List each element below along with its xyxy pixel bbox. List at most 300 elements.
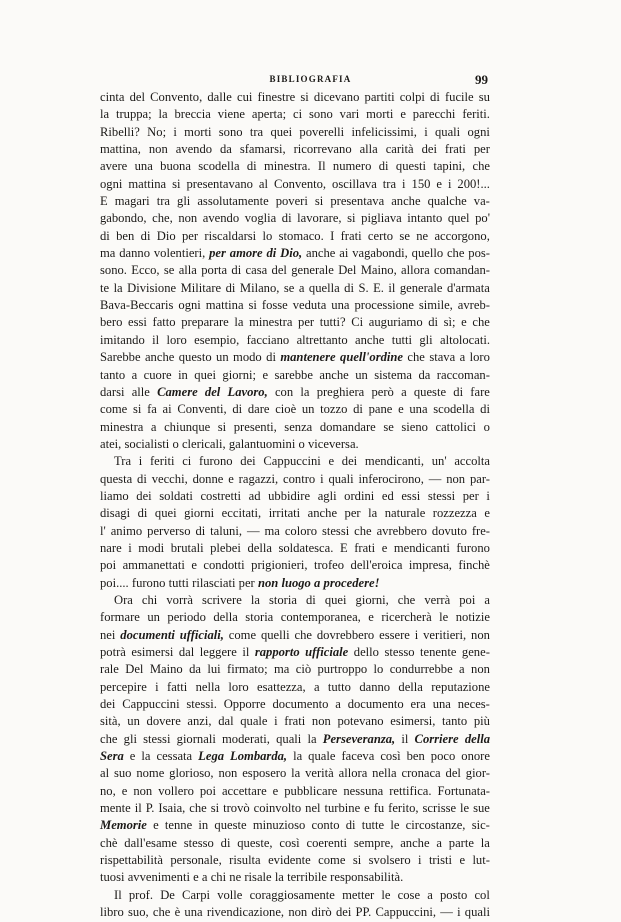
word: gior-: [465, 766, 490, 781]
word: un': [431, 454, 447, 469]
word: come: [318, 853, 346, 868]
word: alla: [178, 263, 197, 278]
word: ogni: [178, 298, 201, 313]
word: a: [459, 350, 466, 365]
text-line: [100, 488, 490, 505]
word: da: [189, 662, 201, 677]
word: dirò: [311, 905, 332, 920]
word: e: [328, 454, 335, 469]
text-line: [100, 696, 490, 713]
text-line: [100, 193, 490, 210]
word: P.: [145, 801, 155, 816]
word: non: [178, 211, 198, 226]
word: rilasciati: [192, 575, 236, 590]
word: Dio: [156, 228, 176, 243]
word: la: [234, 315, 244, 330]
word: per: [209, 246, 226, 261]
word: simile,: [418, 298, 453, 313]
word: e: [153, 818, 159, 833]
word: le: [460, 801, 470, 816]
word: Del: [338, 263, 357, 278]
word: ufficiale: [305, 645, 349, 659]
word: clericali,: [181, 436, 226, 451]
word: allora: [401, 263, 430, 278]
word: darsi: [100, 384, 125, 399]
word: risulta: [229, 853, 261, 868]
word: come: [100, 402, 128, 417]
word: mendicanti,: [364, 454, 425, 469]
word: vecchi,: [151, 471, 188, 486]
word: a: [298, 280, 305, 295]
word: sistema: [374, 367, 413, 382]
word: finestre: [257, 90, 296, 104]
word: di: [100, 228, 110, 243]
word: accettare: [221, 783, 267, 798]
word: nome: [136, 766, 165, 781]
word: e: [368, 610, 374, 625]
word: alle: [131, 384, 150, 399]
word: dei: [421, 142, 437, 157]
word: purtroppo: [317, 662, 368, 677]
word: a: [427, 887, 433, 902]
word: queste: [214, 818, 247, 833]
word: gabondo,: [100, 211, 147, 226]
text-line: [100, 679, 490, 696]
word: gli: [123, 731, 137, 746]
word: e: [461, 315, 467, 330]
word: porta: [201, 263, 228, 278]
word: a: [131, 367, 138, 382]
text-line: [100, 401, 490, 418]
text-line: [100, 575, 490, 592]
word: essi: [128, 315, 147, 330]
word: presenti,: [233, 419, 277, 434]
word: del: [445, 766, 461, 781]
word: oscillava: [332, 176, 377, 191]
word: naturale: [384, 506, 426, 521]
word: e: [400, 107, 406, 122]
word: i: [138, 454, 143, 469]
word: 150: [411, 176, 431, 191]
text-line: [100, 332, 490, 349]
word: i: [486, 488, 490, 503]
word: i: [274, 714, 278, 729]
word: anche: [354, 332, 385, 347]
word: loro: [469, 350, 490, 365]
word: se: [163, 263, 175, 278]
word: tutti: [168, 575, 189, 590]
word: ogni: [467, 124, 490, 139]
word: costretti: [200, 488, 242, 503]
word: sì;: [443, 315, 456, 330]
text-line: [100, 835, 490, 852]
word: la: [291, 766, 301, 781]
word: verrà: [424, 592, 451, 607]
word: esimersi: [131, 645, 174, 659]
word: fucile: [444, 90, 474, 104]
word: nessuna: [343, 783, 384, 798]
word: neces-: [457, 697, 490, 712]
word: ma: [273, 662, 290, 677]
text-line: [100, 609, 490, 626]
word: a: [484, 592, 490, 607]
text-line: [100, 557, 490, 574]
word: plebei: [210, 540, 241, 555]
word: processione: [354, 298, 414, 313]
word: ciò: [295, 662, 312, 677]
word: le: [390, 818, 400, 833]
word: poverelli: [299, 124, 345, 139]
word: Militare: [180, 280, 222, 295]
word: non: [311, 714, 331, 729]
word: presentava: [330, 194, 385, 209]
word: tuosi: [100, 870, 125, 885]
word: tutti: [391, 332, 412, 347]
word: anche: [306, 246, 336, 261]
word: contemporanea,: [280, 610, 361, 625]
word: che: [100, 731, 118, 746]
text-line: [100, 367, 490, 384]
word: e: [262, 367, 269, 382]
word: non: [288, 905, 308, 920]
word: le: [381, 887, 391, 902]
word: quali: [435, 124, 461, 139]
word: volentieri,: [153, 246, 206, 261]
word: sono: [309, 107, 333, 122]
word: giorni,: [355, 592, 389, 607]
word: poi: [199, 783, 216, 798]
word: dovuto: [431, 523, 467, 538]
word: te: [100, 280, 110, 295]
word: Cappuccini,: [375, 905, 437, 920]
word: fare: [470, 384, 490, 399]
word: così: [380, 749, 401, 764]
word: vollero: [158, 783, 194, 798]
word: loro: [166, 332, 187, 347]
word: esimersi,: [390, 714, 436, 729]
word: poi: [100, 558, 117, 573]
word: mendicanti: [393, 540, 450, 555]
word: si: [300, 90, 309, 104]
word: leggere: [199, 645, 237, 659]
word: feriti.: [462, 107, 490, 122]
word: non: [218, 766, 238, 781]
text-line: [100, 800, 490, 817]
word: ferito,: [388, 801, 419, 816]
word: per: [462, 488, 479, 503]
word: una: [184, 905, 203, 920]
word: rozzezza: [432, 506, 477, 521]
word: ai: [162, 402, 172, 417]
word: quella: [308, 280, 340, 295]
word: aperta;: [251, 107, 287, 122]
word: tutto: [327, 679, 351, 694]
word: minestra.: [264, 159, 311, 174]
word: quali: [464, 905, 490, 920]
word: anche: [319, 367, 349, 382]
word: a: [314, 575, 321, 590]
word: stessi.: [186, 697, 217, 712]
word: tra: [382, 176, 397, 191]
word: e: [272, 783, 279, 798]
text-line: [100, 453, 490, 470]
word: a: [459, 662, 465, 677]
word: notizie: [455, 610, 490, 625]
word: e: [398, 402, 404, 417]
word: la: [300, 384, 310, 399]
word: circostanze,: [405, 818, 466, 833]
word: disagi: [100, 506, 131, 521]
word: altrettanto: [296, 332, 348, 347]
word: pigliava: [361, 211, 402, 226]
word: di: [344, 280, 354, 295]
text-line: [100, 89, 490, 106]
word: cinta: [100, 90, 125, 104]
word: quale: [240, 714, 268, 729]
word: la: [307, 731, 317, 746]
word: nei: [100, 627, 116, 642]
word: quello: [411, 246, 444, 261]
word: anzi,: [187, 714, 212, 729]
word: quali: [328, 471, 354, 486]
word: morti: [366, 107, 394, 122]
word: fatti: [167, 679, 188, 694]
word: dal: [218, 714, 234, 729]
word: si: [132, 402, 142, 417]
word: cuore: [143, 367, 172, 382]
word: Maino: [149, 662, 183, 677]
word: tanto: [442, 714, 468, 729]
word: tutte: [361, 818, 385, 833]
word: i: [155, 679, 159, 694]
word: prigionieri,: [251, 558, 308, 573]
word: così: [279, 835, 300, 850]
word: coloro: [284, 523, 317, 538]
word: faceva: [341, 749, 375, 764]
word: scodella: [198, 159, 240, 174]
word: mente: [100, 801, 131, 816]
word: una: [432, 697, 451, 712]
word: inferocirono,: [358, 471, 424, 486]
word: brutali: [170, 540, 204, 555]
word: tenne: [164, 818, 193, 833]
word: e: [121, 783, 128, 798]
word: esattezza,: [257, 679, 306, 694]
word: prof.: [128, 887, 154, 902]
word: dall'esame: [124, 835, 177, 850]
word: anche: [144, 350, 175, 365]
text-line: [100, 262, 490, 279]
word: parte: [448, 835, 474, 850]
word: i: [447, 176, 452, 191]
word: si: [352, 853, 362, 868]
word: cose: [397, 887, 421, 902]
word: taluni,: [210, 523, 243, 538]
word: e: [193, 870, 199, 885]
word: su: [478, 90, 490, 104]
text-line: [100, 852, 490, 869]
word: tozzo: [320, 402, 348, 417]
word: il: [242, 645, 250, 659]
word: da: [220, 142, 232, 157]
word: ragazzi,: [238, 471, 279, 486]
word: modo: [233, 350, 262, 365]
word: procedere!: [323, 575, 380, 590]
word: ordini: [344, 488, 375, 503]
word: fu: [373, 801, 385, 816]
text-line: [100, 765, 490, 782]
word: parecchi: [412, 107, 456, 122]
word: dalle: [207, 90, 232, 104]
word: accorgono,: [434, 228, 490, 243]
word: altolocati.: [439, 332, 490, 347]
word: un: [355, 367, 368, 382]
word: suo,: [128, 905, 149, 920]
word: sue: [473, 801, 490, 816]
word: è: [174, 905, 181, 920]
word: essere: [379, 627, 410, 642]
word: metter: [342, 887, 375, 902]
text-line: [100, 783, 490, 800]
word: raccoman-: [436, 367, 490, 382]
word: periodo: [167, 610, 206, 625]
word: del: [204, 384, 221, 399]
word: il: [388, 280, 396, 295]
word: del: [271, 263, 287, 278]
word: si: [314, 194, 324, 209]
word: i: [457, 905, 461, 920]
word: di: [480, 402, 490, 417]
word: numero: [332, 159, 372, 174]
word: infelicissimi,: [351, 124, 417, 139]
word: sfamarsi,: [239, 142, 286, 157]
word: anche: [307, 506, 338, 521]
word: sono: [218, 124, 243, 139]
text-line: [100, 661, 490, 678]
word: i: [414, 627, 419, 642]
word: animo: [110, 523, 143, 538]
word: la: [113, 280, 123, 295]
word: coerenti: [306, 835, 348, 850]
word: Cappuccini: [263, 454, 321, 469]
word: di: [137, 506, 148, 521]
word: Convento,: [150, 90, 203, 104]
word: generale: [399, 280, 443, 295]
word: cessata: [156, 749, 193, 764]
word: una: [409, 402, 428, 417]
word: come: [228, 627, 257, 642]
word: Conventi,: [177, 402, 227, 417]
word: scodella: [433, 402, 475, 417]
word: se: [383, 419, 394, 434]
word: questi: [395, 159, 426, 174]
word: storia: [245, 610, 274, 625]
word: galantuomini: [228, 436, 296, 451]
word: Sarebbe: [100, 350, 141, 365]
word: assolutamente: [197, 194, 269, 209]
word: rivendicazione,: [206, 905, 285, 920]
word: feriti: [149, 454, 175, 469]
word: bero: [100, 315, 123, 330]
word: Bava-Beccaris: [100, 298, 174, 313]
text-line: [100, 384, 490, 401]
word: ed: [381, 488, 394, 503]
word: se: [283, 280, 295, 295]
word: loro: [228, 679, 249, 694]
word: Il: [114, 887, 122, 902]
word: più: [473, 714, 490, 729]
body-text: [100, 89, 490, 922]
word: non: [471, 627, 490, 642]
word: e: [191, 558, 197, 573]
text-line: [100, 869, 490, 886]
word: quei: [194, 367, 216, 382]
text-line: [100, 505, 490, 522]
word: trovò: [223, 801, 250, 816]
word: di: [345, 818, 356, 833]
word: E.: [373, 280, 384, 295]
word: tutti?: [319, 315, 346, 330]
word: colpi: [399, 90, 425, 104]
word: un: [216, 350, 229, 365]
word: viene: [217, 107, 246, 122]
word: voglia: [244, 211, 277, 226]
word: della: [464, 731, 490, 746]
word: certo: [367, 228, 394, 243]
word: ammanettati: [122, 558, 185, 573]
word: dare: [247, 402, 270, 417]
word: posto: [440, 887, 468, 902]
word: turbine: [324, 801, 361, 816]
word: se: [399, 228, 410, 243]
word: Ribelli?: [100, 124, 140, 139]
word: scrisse: [422, 801, 457, 816]
word: soldati: [159, 488, 193, 503]
word: par-: [469, 471, 490, 486]
word: e: [228, 471, 234, 486]
word: quei: [154, 506, 177, 521]
text-line: [100, 349, 490, 366]
word: a: [401, 384, 407, 399]
word: cioè: [275, 402, 297, 417]
word: per: [238, 575, 255, 590]
word: la: [368, 506, 378, 521]
word: potrà: [100, 645, 126, 659]
word: percepire: [100, 679, 147, 694]
word: breccia: [174, 107, 211, 122]
word: in: [198, 818, 209, 833]
word: e: [381, 540, 388, 555]
word: quel: [447, 211, 470, 226]
word: lut-: [472, 853, 490, 868]
word: cronaca: [401, 766, 441, 781]
word: un: [147, 610, 160, 625]
word: volle: [217, 887, 243, 902]
word: poco: [430, 749, 456, 764]
text-line: [100, 124, 490, 141]
word: modi: [138, 540, 165, 555]
word: si: [172, 176, 181, 191]
word: no,: [100, 783, 116, 798]
word: chè: [100, 835, 118, 850]
word: allora: [338, 766, 368, 781]
word: la: [250, 592, 260, 607]
word: Camere: [157, 384, 198, 399]
word: e: [459, 853, 466, 868]
word: contro: [283, 471, 316, 486]
word: generale: [291, 263, 334, 278]
word: potevano: [337, 714, 384, 729]
